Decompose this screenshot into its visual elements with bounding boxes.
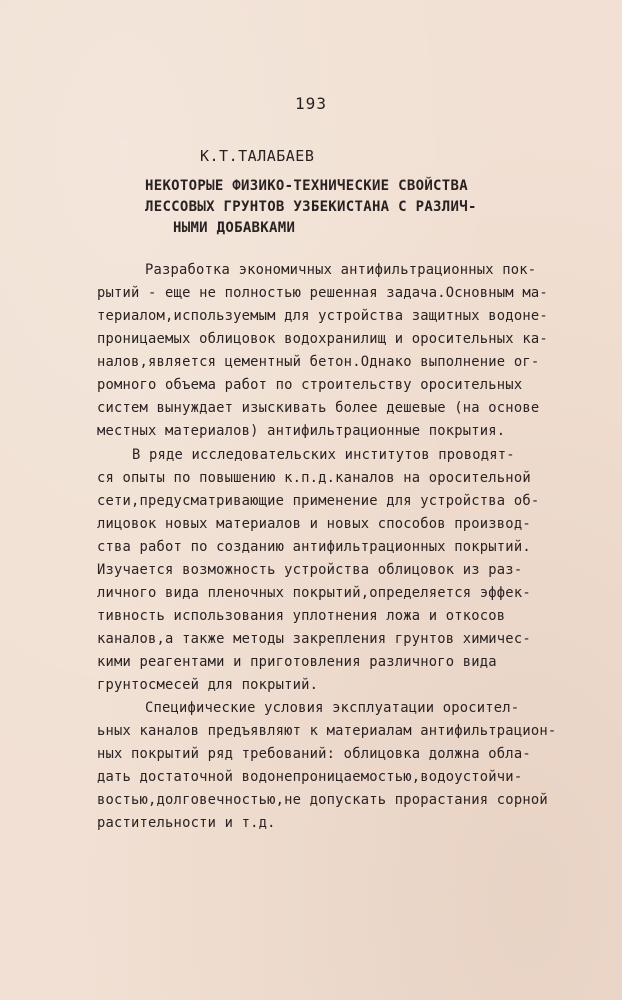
body-line: грунтосмесей для покрытий. [97,677,319,693]
body-line: кими реагентами и приготовления различного вида [97,654,497,670]
body-line: ьных каналов предъявляют к материалам антифильтрацион- [97,723,557,739]
body-line: востью,долговечностью,не допускать прорастания сорной [97,792,548,808]
title-line-1: НЕКОТОРЫЕ ФИЗИКО-ТЕХНИЧЕСКИЕ СВОЙСТВА [145,178,468,194]
body-line: В ряде исследовательских институтов проводят- [132,447,515,463]
author-name: К.Т.ТАЛАБАЕВ [200,147,315,165]
body-line: местных материалов) антифильтрационные покрытия. [97,423,506,439]
body-line: налов,является цементный бетон.Однако выполнение ог- [97,354,540,370]
title-line-2: ЛЕССОВЫХ ГРУНТОВ УЗБЕКИСТАНА С РАЗЛИЧ- [145,199,477,215]
page-number: 193 [295,94,327,113]
body-line: каналов,а также методы закрепления грунтов химичес- [97,631,531,647]
body-line: териалом,используемым для устройства защитных водоне- [97,308,548,324]
body-line: Специфические условия эксплуатации оросител- [145,700,520,716]
body-line: Разработка экономичных антифильтрационных пок- [145,262,537,278]
body-line: личного вида пленочных покрытий,определяется эффек- [97,585,531,601]
body-line: дать достаточной водонепроницаемостью,водоустойчи- [97,769,523,785]
body-line: Изучается возможность устройства облицовок из раз- [97,562,523,578]
body-line: растительности и т.д. [97,815,276,831]
body-line: рытий - еще не полностью решенная задача.Основным ма- [97,285,548,301]
body-line: проницаемых облицовок водохранилищ и оросительных ка- [97,331,548,347]
body-line: лицовок новых материалов и новых способов производ- [97,516,531,532]
body-line: ся опыты по повышению к.п.д.каналов на оросительной [97,470,531,486]
title-line-3: НЫМИ ДОБАВКАМИ [173,220,296,236]
body-line: тивность использования уплотнения ложа и откосов [97,608,506,624]
body-line: ных покрытий ряд требований: облицовка должна обла- [97,746,531,762]
body-line: ромного объема работ по строительству оросительных [97,377,523,393]
body-line: систем вынуждает изыскивать более дешевые (на основе [97,400,540,416]
body-line: сети,предусматривающие применение для устройства об- [97,493,540,509]
body-line: ства работ по созданию антифильтрационных покрытий. [97,539,531,555]
